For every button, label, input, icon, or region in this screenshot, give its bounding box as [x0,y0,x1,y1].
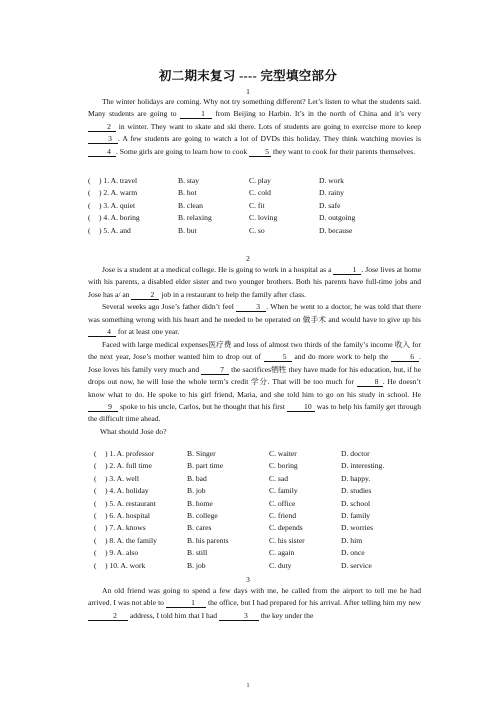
option-a: ) 7. A. knows [105,523,146,533]
section-2-paragraph-3 [88,339,421,426]
option-a: ) 2. A. warm [99,188,138,198]
text-segment: the office, but I had prepared for his arrival. After telling him my new [205,598,421,608]
answer-paren[interactable]: ( [94,461,97,471]
option-a: ) 6. A. hospital [105,510,150,520]
option-c: C. friend [269,510,296,520]
text-segment: the sacrifices牺牲 they have made for his education, but, if he drops out now, he will lose the whole term’s credit 学分. That will be too much for [88,364,421,387]
answer-paren[interactable]: ( [88,213,91,223]
option-b: B. his parents [187,535,229,545]
option-c: C. loving [249,213,278,223]
option-row [88,176,421,188]
option-a: ) 4. A. holiday [105,486,149,496]
section-3-number: 3 [246,575,250,584]
option-b: B. still [187,548,208,558]
text-segment: the key under the [258,610,314,620]
blank-9[interactable]: 9 [88,402,118,412]
page-title: 初二期末复习 ---- 完型填空部分 [158,69,338,83]
option-d: D. doctor [341,449,370,458]
text-segment: and do more work to help the [291,352,392,362]
option-c: C. again [269,548,295,558]
answer-paren[interactable]: ( [94,535,97,545]
option-d: D. interesting. [341,461,385,471]
answer-paren[interactable]: ( [88,200,91,210]
option-row [88,511,421,523]
option-a: ) 2. A. full time [105,461,152,471]
text-segment: An old friend was going to spend a few days with me, he called from the airport to tell me he had arrived. I was not able to [88,586,421,608]
answer-paren[interactable]: ( [94,510,97,520]
option-b: B. cares [187,523,212,533]
option-b: B. job [187,560,206,570]
option-b: B. stay [178,176,200,185]
option-c: C. sad [269,473,288,483]
text-segment: in winter. They want to skate and ski there. Lots of students are going to exercise more to keep [116,121,421,131]
blank-2[interactable]: 2 [88,122,116,132]
blank-3[interactable]: 3 [219,611,259,621]
blank-4[interactable]: 4 [88,327,116,337]
option-row [88,201,421,213]
blank-5[interactable]: 5 [264,352,292,362]
option-c: C. waiter [269,449,297,458]
section-3-passage [88,585,421,622]
blank-7[interactable]: 7 [201,365,229,375]
option-d: D. safe [319,200,341,210]
option-d: D. work [319,176,344,185]
blank-6[interactable]: 6 [391,352,419,362]
blank-4[interactable]: 4 [88,147,116,157]
section-1-paragraph [88,96,421,158]
option-c: C. so [249,225,265,235]
option-row [88,536,421,548]
option-c: C. cold [249,188,271,198]
blank-10[interactable]: 10 [287,402,315,412]
section-2-options [88,449,421,573]
option-row [88,499,421,511]
option-b: B. but [178,225,197,235]
section-2-paragraph-2 [88,301,421,338]
option-c: C. duty [269,560,292,570]
text-segment: . Jose loves his family very much and [88,352,421,374]
blank-2[interactable]: 2 [88,611,128,621]
option-a: ) 1. A. travel [99,176,138,185]
text-segment: . Some girls are going to learn how to cook [116,146,250,156]
blank-5[interactable]: 5 [249,147,271,157]
text-segment: Several weeks ago Jose’s father didn’t feel [102,302,237,312]
option-row [88,523,421,535]
option-d: D. him [341,535,363,545]
section-1-options [88,176,421,238]
section-3-paragraph [88,585,421,622]
option-d: D. family [341,510,371,520]
option-row [88,548,421,560]
text-segment: . Jose lives at home with his parents, a disabled elder sister and two younger brothers. Both his parents have full-time jobs and Jose has a/ an [88,265,422,299]
text-segment: spoke to his uncle, Carlos, but he thought that his first [118,401,287,411]
option-b: B. clean [178,200,203,210]
option-a: ) 5. A. restaurant [105,498,156,508]
option-a: ) 3. A. quiet [99,200,136,210]
option-a: ) 3. A. well [105,473,139,483]
option-c: C. office [269,498,296,508]
blank-1[interactable]: 1 [166,598,206,608]
option-a: ) 8. A. the family [105,535,157,545]
answer-paren[interactable]: ( [94,449,97,458]
option-row [88,449,421,461]
option-a: ) 9. A. also [105,548,139,558]
blank-8[interactable]: 8 [357,377,383,387]
answer-paren[interactable]: ( [94,486,97,496]
text-segment: The winter holidays are coming. Why not try something different? Let’s listen to what the students said. Many students are going to [88,97,421,119]
answer-paren[interactable]: ( [94,523,97,533]
option-d: D. outgoing [319,213,356,223]
option-row [88,461,421,473]
option-d: D. studies [341,486,372,496]
option-b: B. hot [178,188,197,198]
section-2-paragraph-1 [88,264,421,301]
option-c: C. play [249,176,271,185]
text-segment: from Beijing to Harbin. It’s in the north of China and it’s very [211,109,421,119]
option-row [88,474,421,486]
answer-paren[interactable]: ( [88,225,91,235]
option-c: C. boring [269,461,298,471]
option-b: B. home [187,498,213,508]
option-d: D. worries [341,523,374,533]
option-b: B. Singer [187,449,216,458]
option-c: C. fit [249,200,265,210]
option-row [88,188,421,200]
blank-2[interactable]: 2 [131,290,159,300]
text-segment: address, I told him that I had [128,610,219,620]
option-b: B. relaxing [178,213,212,223]
option-d: D. happy. [341,473,371,483]
option-c: C. depends [269,523,303,533]
text-segment: Faced with large medical expenses医疗费 and loss of almost two thirds of the family’s income 收入 for the next year, Jose’s mother wanted him to drop out of [88,339,421,362]
option-b: B. part time [187,461,224,471]
section-2-number: 2 [246,254,250,263]
text-segment: . A few students are going to watch a lot of DVDs this holiday. They think watching movies is [118,134,421,144]
section-2-passage [88,264,421,438]
question: What should Jose do? [100,426,167,436]
blank-1[interactable]: 1 [333,265,361,275]
text-segment: Jose is a student at a medical college. He is going to work in a hospital as a [102,265,334,274]
option-b: B. college [187,510,218,520]
option-row [88,213,421,225]
blank-3[interactable]: 3 [236,302,266,312]
option-row [88,226,421,238]
text-segment: was to help his family get through the difficult time ahead. [88,401,422,424]
option-a: ) 10. A. work [105,560,146,570]
answer-paren[interactable]: ( [88,176,91,185]
text-segment: . When he went to a doctor, he was told that there was something wrong with his heart and he needed to be operated on 做手术 and would have to give up his [88,302,421,324]
option-d: D. school [341,498,371,508]
section-1-number: 1 [246,87,250,96]
option-d: D. rainy [319,188,344,198]
option-d: D. once [341,548,365,558]
option-b: B. job [187,486,206,496]
option-row [88,561,421,573]
option-a: ) 4. A. boring [99,213,140,223]
option-c: C. family [269,486,298,496]
option-d: D. because [319,225,353,235]
option-c: C. his sister [269,535,305,545]
option-a: ) 1. A. professor [105,449,155,458]
answer-paren[interactable]: ( [94,498,97,508]
blank-1[interactable]: 1 [180,109,212,119]
option-row [88,486,421,498]
answer-paren[interactable]: ( [88,188,91,198]
blank-3[interactable]: 3 [88,134,118,144]
answer-paren[interactable]: ( [94,548,97,558]
answer-paren[interactable]: ( [94,473,97,483]
text-segment: they want to cook for their parents themselves. [271,146,416,156]
answer-paren[interactable]: ( [94,560,97,570]
option-b: B. bad [187,473,207,483]
option-d: D. service [341,560,372,570]
section-1-passage [88,96,421,158]
text-segment: for at least one year. [116,327,180,337]
option-a: ) 5. A. and [99,225,131,235]
text-segment: job in a restaurant to help the family after class. [159,289,307,299]
text-segment: . He doesn’t know what to do. He spoke to his girl friend, Maria, and she told him to go on his study in school. He [88,377,421,399]
page-number: 1 [246,683,250,689]
